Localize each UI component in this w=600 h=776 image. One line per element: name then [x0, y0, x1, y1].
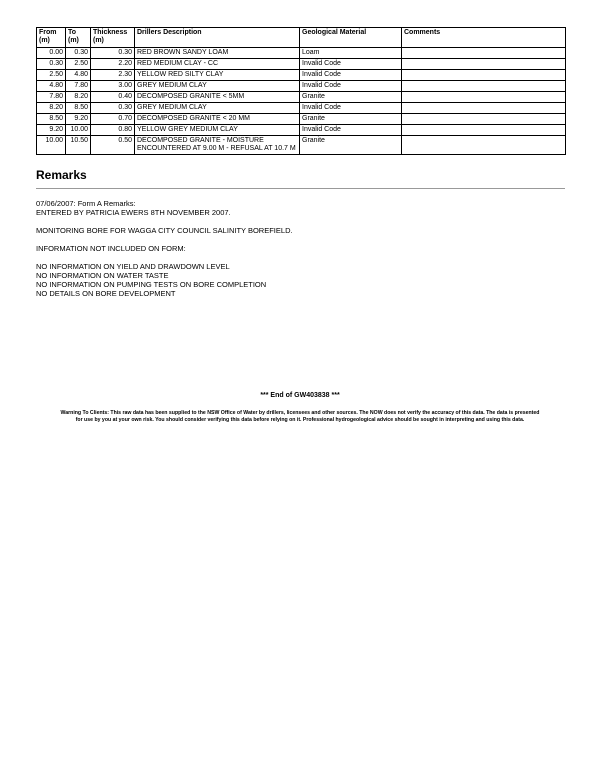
header-material: Geological Material [300, 28, 402, 48]
cell-material: Invalid Code [300, 125, 402, 136]
cell-from: 8.50 [37, 114, 66, 125]
cell-to: 10.50 [66, 136, 91, 155]
table-row [37, 92, 566, 103]
cell-to: 8.50 [66, 103, 91, 114]
cell-thickness: 0.80 [91, 125, 135, 136]
cell-to: 4.80 [66, 70, 91, 81]
cell-thickness: 2.30 [91, 70, 135, 81]
cell-thickness: 3.00 [91, 81, 135, 92]
cell-thickness: 0.40 [91, 92, 135, 103]
cell-comments [402, 70, 566, 81]
cell-comments [402, 92, 566, 103]
cell-from: 10.00 [37, 136, 66, 155]
table-header-row [37, 28, 566, 48]
cell-to: 2.50 [66, 59, 91, 70]
cell-comments [402, 125, 566, 136]
table-row [37, 48, 566, 59]
cell-material: Granite [300, 92, 402, 103]
cell-from: 0.00 [37, 48, 66, 59]
warning-disclaimer: Warning To Clients: This raw data has been supplied to the NSW Office of Water by drillers, licensees and other sources. The NOW does not verify the accuracy of this data. The data is presented for use by you at your own risk. You should consider verifying this data before relying on it. Professional hydrogeological advice should be sought in interpreting and using this data. [60, 410, 540, 423]
table-row [37, 81, 566, 92]
cell-comments [402, 136, 566, 155]
header-to: To (m) [66, 28, 91, 48]
remarks-body [36, 199, 565, 298]
cell-material: Invalid Code [300, 81, 402, 92]
table-row [37, 103, 566, 114]
cell-thickness: 0.30 [91, 103, 135, 114]
cell-description: GREY MEDIUM CLAY [135, 81, 300, 92]
remarks-line: NO INFORMATION ON WATER TASTE [36, 271, 169, 280]
remarks-line: 07/06/2007: Form A Remarks: [36, 199, 136, 208]
table-row [37, 114, 566, 125]
cell-to: 10.00 [66, 125, 91, 136]
cell-comments [402, 81, 566, 92]
cell-to: 8.20 [66, 92, 91, 103]
cell-description: DECOMPOSED GRANITE < 20 MM [135, 114, 300, 125]
header-description: Drillers Description [135, 28, 300, 48]
remarks-line: NO DETAILS ON BORE DEVELOPMENT [36, 289, 176, 298]
cell-thickness: 0.70 [91, 114, 135, 125]
section-divider [36, 188, 565, 189]
remarks-line: INFORMATION NOT INCLUDED ON FORM: [36, 244, 186, 253]
cell-material: Invalid Code [300, 70, 402, 81]
cell-comments [402, 103, 566, 114]
cell-to: 9.20 [66, 114, 91, 125]
header-from: From (m) [37, 28, 66, 48]
end-of-record: *** End of GW403838 *** [260, 392, 340, 399]
remarks-line [36, 235, 565, 244]
cell-description: YELLOW GREY MEDIUM CLAY [135, 125, 300, 136]
header-thickness: Thickness (m) [91, 28, 135, 48]
remarks-line: NO INFORMATION ON YIELD AND DRAWDOWN LEVEL [36, 262, 230, 271]
cell-description: RED MEDIUM CLAY - CC [135, 59, 300, 70]
cell-material: Granite [300, 136, 402, 155]
cell-from: 4.80 [37, 81, 66, 92]
table-row [37, 136, 566, 155]
cell-from: 7.80 [37, 92, 66, 103]
remarks-line: ENTERED BY PATRICIA EWERS 8TH NOVEMBER 2007. [36, 208, 231, 217]
remarks-line [36, 253, 565, 262]
table-row [37, 125, 566, 136]
cell-from: 8.20 [37, 103, 66, 114]
cell-from: 0.30 [37, 59, 66, 70]
table-row [37, 70, 566, 81]
remarks-line [36, 217, 565, 226]
cell-description: GREY MEDIUM CLAY [135, 103, 300, 114]
cell-material: Granite [300, 114, 402, 125]
cell-comments [402, 48, 566, 59]
cell-to: 0.30 [66, 48, 91, 59]
cell-thickness: 2.20 [91, 59, 135, 70]
cell-to: 7.80 [66, 81, 91, 92]
cell-thickness: 0.30 [91, 48, 135, 59]
cell-from: 2.50 [37, 70, 66, 81]
cell-from: 9.20 [37, 125, 66, 136]
cell-comments [402, 59, 566, 70]
header-comments: Comments [402, 28, 566, 48]
cell-description: RED BROWN SANDY LOAM [135, 48, 300, 59]
cell-description: DECOMPOSED GRANITE < 5MM [135, 92, 300, 103]
remarks-line: MONITORING BORE FOR WAGGA CITY COUNCIL SALINITY BOREFIELD. [36, 226, 293, 235]
table-row [37, 59, 566, 70]
cell-material: Invalid Code [300, 103, 402, 114]
cell-description: DECOMPOSED GRANITE - MOISTURE ENCOUNTERED AT 9.00 M - REFUSAL AT 10.7 M [135, 136, 300, 155]
remarks-heading: Remarks [36, 168, 87, 182]
cell-material: Invalid Code [300, 59, 402, 70]
cell-comments [402, 114, 566, 125]
drillers-log-table [36, 27, 566, 155]
cell-material: Loam [300, 48, 402, 59]
cell-description: YELLOW RED SILTY CLAY [135, 70, 300, 81]
remarks-line: NO INFORMATION ON PUMPING TESTS ON BORE COMPLETION [36, 280, 267, 289]
cell-thickness: 0.50 [91, 136, 135, 155]
